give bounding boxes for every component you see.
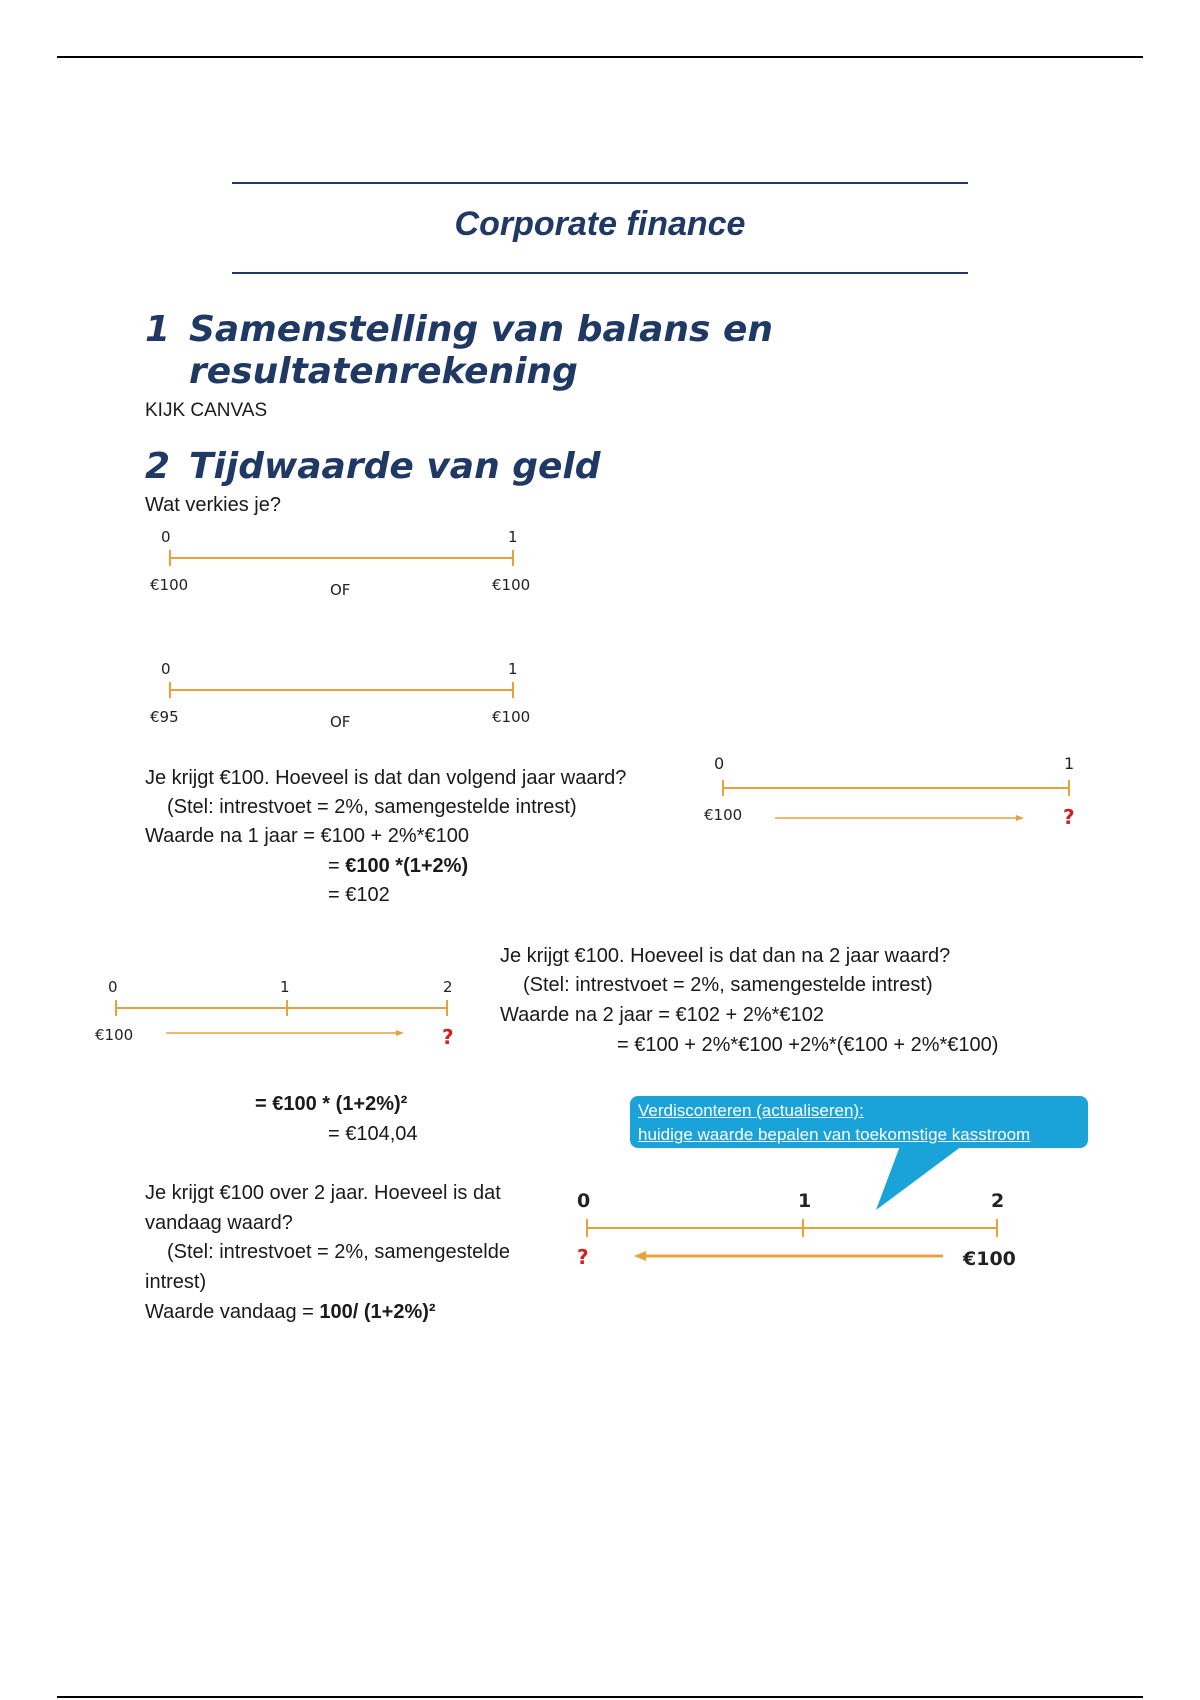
example2-line6: = €104,04 xyxy=(328,1123,418,1145)
section-2-question: Wat verkies je? xyxy=(145,494,281,516)
example1-line4 xyxy=(328,852,468,881)
section-1-note: KIJK CANVAS xyxy=(145,400,268,421)
section-1-title-line2: resultatenrekening xyxy=(189,351,578,392)
choice2-tick-label-0: 0 xyxy=(161,660,171,678)
section-1-title-line1: Samenstelling van balans en xyxy=(189,309,774,350)
example3-start-value: ? xyxy=(577,1245,589,1269)
example2-line2: (Stel: intrestvoet = 2%, samengestelde intrest) xyxy=(523,974,933,996)
choice2-or: OF xyxy=(330,713,351,731)
callout-line1: Verdisconteren (actualiseren): xyxy=(638,1101,864,1120)
example3-line4: intrest) xyxy=(145,1271,207,1293)
callout-line2: huidige waarde bepalen van toekomstige kasstroom xyxy=(638,1125,1031,1144)
choice2-left-value: €95 xyxy=(150,708,179,726)
example1-line2: (Stel: intrestvoet = 2%, samengestelde intrest) xyxy=(167,796,577,818)
example3-timeline xyxy=(0,0,1,1)
section-1-heading xyxy=(145,309,773,393)
example2-line3: Waarde na 2 jaar = €102 + 2%*€102 xyxy=(500,1004,824,1026)
example1-start-value: €100 xyxy=(704,806,743,824)
example2-line5-formula: = €100 * (1+2%)² xyxy=(255,1093,408,1115)
section-1-number: 1 xyxy=(145,309,171,350)
example3-line5 xyxy=(145,1298,436,1327)
section-2-number: 2 xyxy=(145,446,171,487)
example1-line5: = €102 xyxy=(328,884,390,906)
top-rule xyxy=(57,56,1143,58)
example3-line2: vandaag waard? xyxy=(145,1212,293,1234)
example2-line4: = €100 + 2%*€100 +2%*(€100 + 2%*€100) xyxy=(617,1034,999,1056)
example1-line1: Je krijgt €100. Hoeveel is dat dan volgend jaar waard? xyxy=(145,767,627,789)
document-title: Corporate finance xyxy=(454,205,746,243)
example3-line5-prefix: Waarde vandaag = xyxy=(145,1301,320,1323)
example1-end-value: ? xyxy=(1063,805,1075,829)
example1-line3: Waarde na 1 jaar = €100 + 2%*€100 xyxy=(145,825,469,847)
example3-line3: (Stel: intrestvoet = 2%, samengestelde xyxy=(167,1241,510,1263)
bottom-rule xyxy=(57,1696,1143,1698)
example3-tick-label-1: 1 xyxy=(798,1190,812,1212)
choice1-left-value: €100 xyxy=(150,576,189,594)
example2-tick-label-2: 2 xyxy=(443,978,453,996)
example3-line1: Je krijgt €100 over 2 jaar. Hoeveel is dat xyxy=(145,1182,501,1204)
example2-end-value: ? xyxy=(442,1025,454,1049)
discounting-callout xyxy=(630,1096,1088,1148)
choice2-tick-label-1: 1 xyxy=(508,660,518,678)
example1-tick-label-0: 0 xyxy=(714,754,725,773)
example2-tick-label-1: 1 xyxy=(280,978,290,996)
example3-end-value: €100 xyxy=(963,1248,1016,1270)
title-rule-top xyxy=(232,182,968,184)
example3-line5-formula: 100/ (1+2%)² xyxy=(319,1301,436,1323)
example2-tick-label-0: 0 xyxy=(108,978,118,996)
title-rule-bottom xyxy=(232,272,968,274)
example1-line4-prefix: = xyxy=(328,855,346,877)
example2-line5 xyxy=(255,1090,407,1119)
example2-line1: Je krijgt €100. Hoeveel is dat dan na 2 jaar waard? xyxy=(500,945,951,967)
section-2-heading xyxy=(145,446,601,488)
choice1-tick-label-1: 1 xyxy=(508,528,518,546)
choice1-tick-label-0: 0 xyxy=(161,528,171,546)
choice2-right-value: €100 xyxy=(492,708,531,726)
example2-start-value: €100 xyxy=(95,1026,134,1044)
example1-tick-label-1: 1 xyxy=(1064,754,1075,773)
example3-tick-label-2: 2 xyxy=(991,1190,1005,1212)
choice1-or: OF xyxy=(330,581,351,599)
example1-line4-formula: €100 *(1+2%) xyxy=(345,855,469,877)
choice1-right-value: €100 xyxy=(492,576,531,594)
example3-tick-label-0: 0 xyxy=(577,1190,591,1212)
section-2-title: Tijdwaarde van geld xyxy=(189,446,601,487)
